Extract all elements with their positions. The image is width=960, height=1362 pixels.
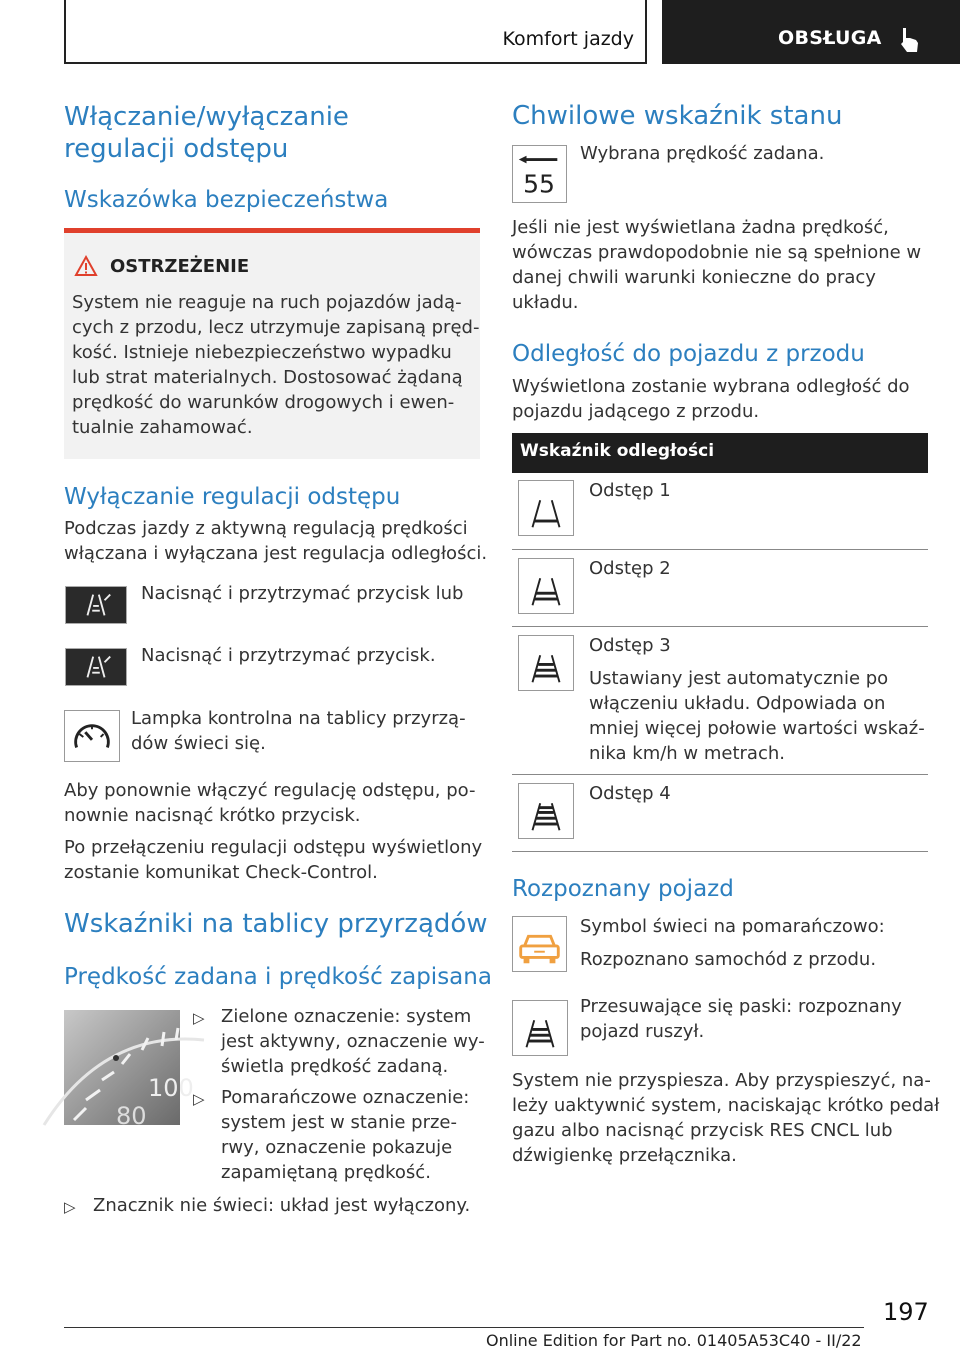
distance-2-label: Odstęp 2 xyxy=(589,558,671,579)
speed-sign-icon xyxy=(512,145,567,203)
status-heading: Chwilowe wskaźnik stanu xyxy=(512,101,843,131)
footer-rule xyxy=(64,1327,864,1328)
recognized-text-2: Rozpoznano samochód z przodu. xyxy=(580,949,877,970)
bullet-orange: Pomarańczowe oznaczenie: system jest w stanie prze- rwy, oznaczenie pokazuje zapamiętaną prędkość. xyxy=(221,1087,470,1183)
off-paragraph: Podczas jazdy z aktywną regulacją prędkości włączana i wyłączana jest regulacja odległości. xyxy=(64,518,488,564)
check-control-text: Po przełączeniu regulacji odstępu wyświetlony zostanie komunikat Check-Control. xyxy=(64,837,483,883)
distance-button-icon xyxy=(65,586,127,624)
bullet-off: Znacznik nie świeci: układ jest wyłączony. xyxy=(93,1195,471,1216)
table-header-label: Wskaźnik odległości xyxy=(520,441,715,461)
distance-1-icon xyxy=(518,480,574,536)
distance-1-label: Odstęp 1 xyxy=(589,480,671,501)
distance-3-desc: Ustawiany jest automatycznie po włączeniu układu. Odpowiada on mniej więcej połowie wartości wskaź- nika km/h w metrach. xyxy=(589,668,925,764)
bullet-icon: ▷ xyxy=(64,1198,76,1216)
moving-text: Przesuwające się paski: rozpoznany pojazd ruszył. xyxy=(580,996,902,1042)
vehicle-recognized-icon xyxy=(512,916,567,972)
hand-pointer-icon xyxy=(893,26,923,56)
gauge-100: 100 xyxy=(148,1074,194,1102)
distance-3-label: Odstęp 3 xyxy=(589,635,671,656)
footer-edition: Online Edition for Part no. 01405A53C40 - II/22 xyxy=(486,1331,862,1350)
distance-button-icon-2 xyxy=(65,648,127,686)
speed-sign-number: 55 xyxy=(523,169,555,199)
warning-title: OSTRZEŻENIE xyxy=(110,256,250,277)
selected-speed-text: Wybrana prędkość zadana. xyxy=(580,143,825,164)
table-divider xyxy=(512,851,928,852)
distance-4-label: Odstęp 4 xyxy=(589,783,671,804)
table-divider xyxy=(512,626,928,627)
page-number: 197 xyxy=(883,1298,929,1326)
section-title: Komfort jazdy xyxy=(502,28,634,50)
table-divider xyxy=(512,549,928,550)
control-lamp-icon xyxy=(64,710,120,762)
no-speed-paragraph: Jeśli nie jest wyświetlana żadna prędkość, wówczas prawdopodobnie nie są spełnione w danej chwili warunki konieczne do pracy układu. xyxy=(512,217,922,313)
off-heading: Wyłączanie regulacji odstępu xyxy=(64,484,401,510)
speedometer-image xyxy=(64,1010,194,1130)
distance-4-icon xyxy=(518,783,574,839)
instrument-heading: Wskaźniki na tablicy przyrządów xyxy=(64,909,488,939)
distance-paragraph: Wyświetlona zostanie wybrana odległość do pojazdu jadącego z przodu. xyxy=(512,376,910,422)
lamp-text: Lampka kontrolna na tablicy przyrzą- dów świeci się. xyxy=(131,708,466,754)
chapter-tab-label: OBSŁUGA xyxy=(778,27,882,49)
moving-bars-icon xyxy=(512,1000,568,1056)
recognized-text-1: Symbol świeci na pomarańczowo: xyxy=(580,916,885,937)
bullet-icon: ▷ xyxy=(193,1090,205,1108)
press-hold-text-1: Nacisnąć i przytrzymać przycisk lub xyxy=(141,583,464,604)
distance-2-icon xyxy=(518,558,574,614)
gauge-80: 80 xyxy=(116,1102,147,1130)
recognized-heading: Rozpoznany pojazd xyxy=(512,876,734,902)
distance-heading: Odległość do pojazdu z przodu xyxy=(512,341,865,367)
press-hold-text-2: Nacisnąć i przytrzymać przycisk. xyxy=(141,645,436,666)
distance-3-icon xyxy=(518,635,574,691)
warning-triangle-icon xyxy=(74,255,98,277)
speed-heading: Prędkość zadana i prędkość zapisana xyxy=(64,964,492,990)
warning-text: System nie reaguje na ruch pojazdów jadą- cych z przodu, lecz utrzymuje zapisaną pręd- kość. Istnieje niebezpieczeństwo wypadku lub strat materialnych. Dostosować żądaną prędkość do warunków drogowych i ewen- tualnie zahamować. xyxy=(72,292,480,438)
page-heading: Włączanie/wyłączanie regulacji odstępu xyxy=(64,102,349,164)
table-divider xyxy=(512,774,928,775)
safety-heading: Wskazówka bezpieczeństwa xyxy=(64,187,389,213)
final-paragraph: System nie przyspiesza. Aby przyspieszyć, na- leży uaktywnić system, naciskając krótko pedał gazu albo nacisnąć przycisk RES CNCL lub dźwigienkę przełącznika. xyxy=(512,1070,940,1166)
bullet-icon: ▷ xyxy=(193,1009,205,1027)
bullet-green: Zielone oznaczenie: system jest aktywny, oznaczenie wy- świetla prędkość zadaną. xyxy=(221,1006,485,1077)
reactivate-text: Aby ponownie włączyć regulację odstępu, po- nownie nacisnąć krótko przycisk. xyxy=(64,780,476,826)
